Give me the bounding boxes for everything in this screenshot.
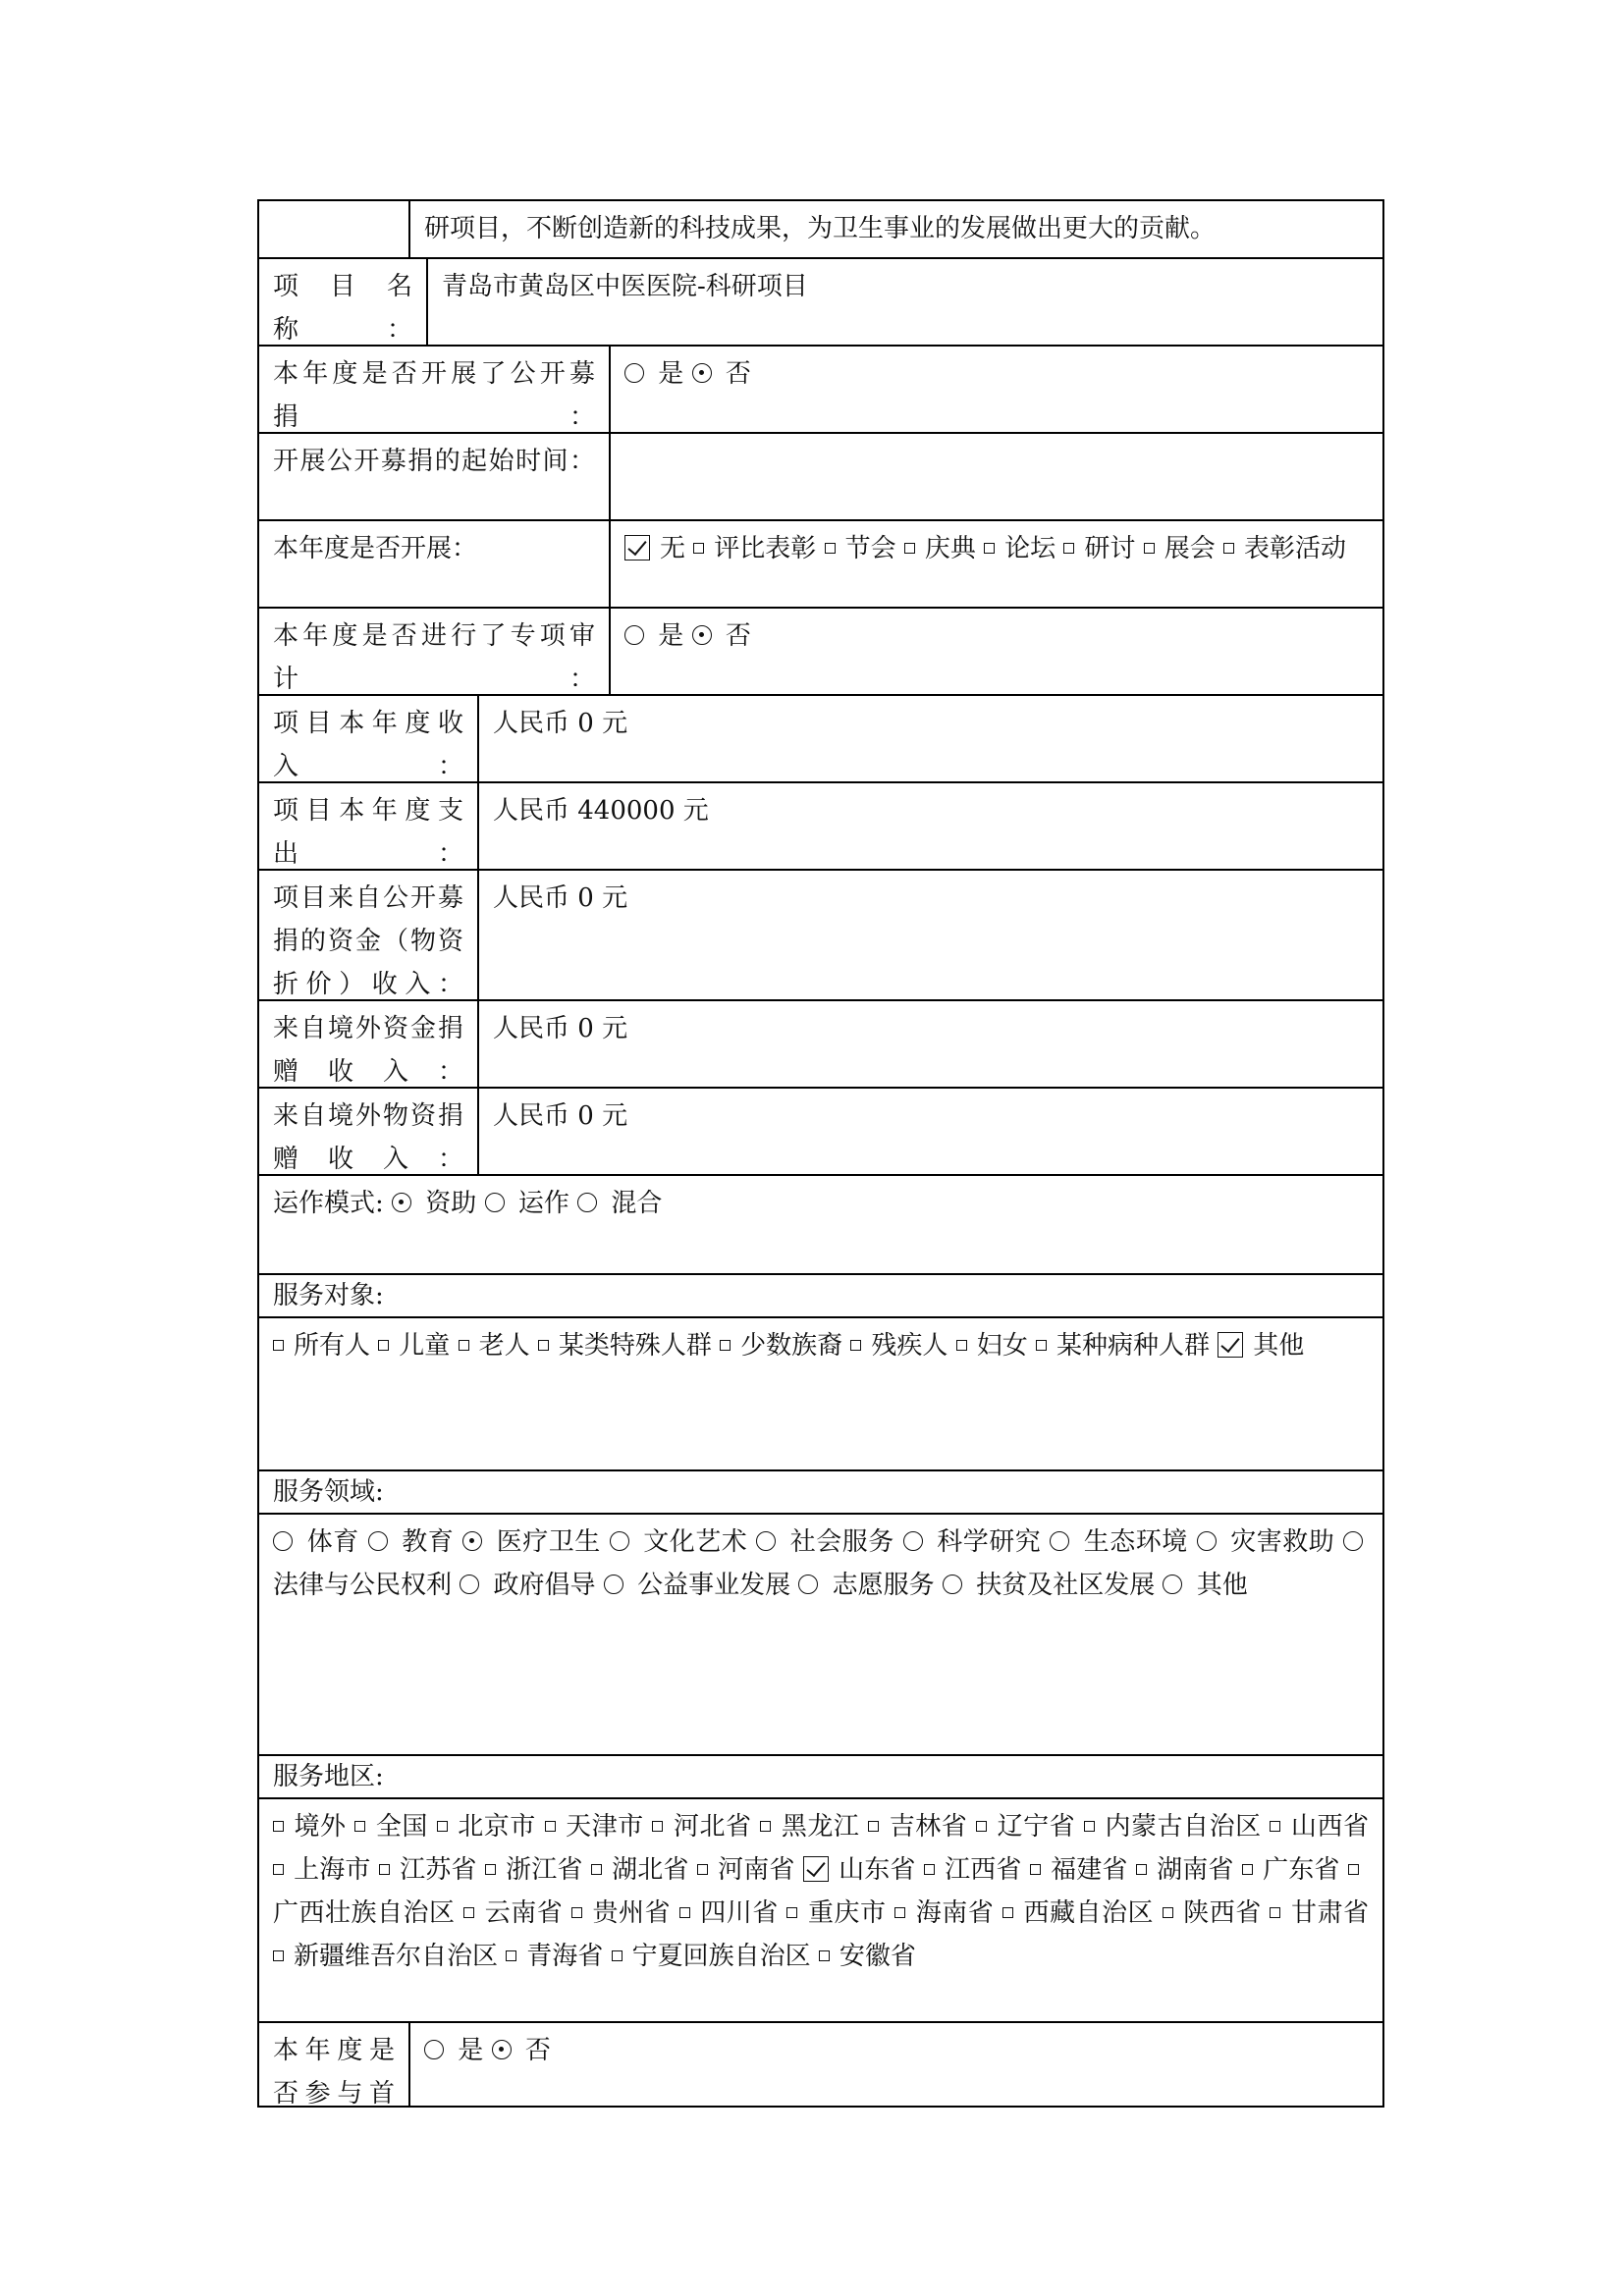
row-annual-income	[259, 696, 1382, 783]
checkbox-option-label: 全国	[375, 1812, 428, 1842]
checkbox-option-label: 其他	[1253, 1331, 1305, 1361]
radio-empty-icon[interactable]	[460, 1575, 479, 1594]
checkbox-option-label: 上海市	[294, 1855, 371, 1885]
checkbox-option[interactable]	[976, 1812, 1075, 1842]
checkbox-option-label: 北京市	[457, 1812, 536, 1842]
participation-label: 本年度是否参与首	[273, 2036, 395, 2109]
checkbox-option-label: 吉林省	[889, 1812, 968, 1842]
radio-option-label: 否	[524, 2036, 551, 2065]
radio-empty-icon[interactable]	[610, 1531, 629, 1551]
row-service-field-options	[259, 1515, 1382, 1756]
row-special-audit	[259, 609, 1382, 696]
checkbox-option[interactable]	[894, 1898, 994, 1928]
annual-expense-value: 人民币 440000 元	[477, 783, 1382, 869]
participation-options	[408, 2023, 1382, 2108]
checkbox-option-label: 辽宁省	[997, 1812, 1076, 1842]
checkbox-option-label: 残疾人	[871, 1331, 948, 1361]
checkbox-option[interactable]	[1002, 1898, 1154, 1928]
row-project-name	[259, 259, 1382, 347]
special-audit-options	[609, 609, 1382, 694]
checkbox-option-label: 云南省	[484, 1898, 564, 1928]
radio-empty-icon[interactable]	[943, 1575, 962, 1594]
checkbox-option[interactable]	[538, 1331, 712, 1361]
row-activities	[259, 521, 1382, 609]
checkbox-option-label: 河南省	[718, 1855, 795, 1885]
service-target-options	[259, 1318, 1382, 1469]
checkbox-option-label: 湖南省	[1157, 1855, 1234, 1885]
radio-option[interactable]	[756, 1527, 894, 1557]
service-field-options	[259, 1515, 1382, 1754]
checkbox-option[interactable]	[1163, 1898, 1262, 1928]
checkbox-option[interactable]	[1242, 1855, 1340, 1885]
checkbox-option-label: 展会	[1164, 534, 1216, 563]
radio-option-label: 志愿服务	[832, 1571, 935, 1600]
checkbox-option-label: 江西省	[945, 1855, 1022, 1885]
checkbox-option[interactable]	[485, 1855, 583, 1885]
checkbox-option[interactable]	[1144, 534, 1216, 563]
checkbox-option-label: 某类特殊人群	[558, 1331, 712, 1361]
row-service-target-header	[259, 1275, 1382, 1318]
radio-option[interactable]	[943, 1571, 1155, 1600]
radio-option-label: 扶贫及社区发展	[976, 1571, 1156, 1600]
checkbox-empty-icon[interactable]	[1084, 1821, 1095, 1832]
row-service-region-header	[259, 1756, 1382, 1799]
radio-option[interactable]	[692, 621, 751, 651]
checkbox-option[interactable]	[273, 1331, 370, 1361]
checkbox-option[interactable]	[904, 534, 976, 563]
radio-option-label: 否	[725, 621, 751, 651]
service-region-header: 服务地区:	[273, 1762, 384, 1791]
operation-mode-options	[392, 1189, 662, 1218]
cell-empty	[259, 201, 408, 257]
checkbox-empty-icon[interactable]	[485, 1864, 496, 1875]
checkbox-empty-icon[interactable]	[591, 1864, 602, 1875]
service-region-options	[259, 1799, 1382, 2021]
checkbox-option-label: 广西壮族自治区	[273, 1898, 456, 1928]
radio-option-label: 是	[658, 359, 684, 389]
checkbox-empty-icon[interactable]	[506, 1950, 516, 1961]
checkbox-option[interactable]	[1270, 1898, 1368, 1928]
checkbox-empty-icon[interactable]	[378, 1340, 389, 1351]
checkbox-empty-icon[interactable]	[1270, 1821, 1280, 1832]
checkbox-empty-icon[interactable]	[1030, 1864, 1041, 1875]
radio-selected-icon[interactable]	[692, 625, 712, 645]
service-target-header: 服务对象:	[273, 1281, 384, 1310]
service-field-header: 服务领域:	[273, 1477, 384, 1507]
checkbox-empty-icon[interactable]	[1223, 543, 1234, 554]
row-public-fund-income	[259, 871, 1382, 1001]
checkbox-option-label: 天津市	[565, 1812, 644, 1842]
checkbox-option-label: 广东省	[1263, 1855, 1340, 1885]
overseas-goods-value: 人民币 0 元	[477, 1089, 1382, 1174]
annual-income-value: 人民币 0 元	[477, 696, 1382, 781]
radio-option-label: 生态环境	[1083, 1527, 1188, 1557]
row-participation	[259, 2023, 1382, 2108]
checkbox-option[interactable]	[1084, 1812, 1262, 1842]
checkbox-empty-icon[interactable]	[538, 1340, 549, 1351]
checkbox-empty-icon[interactable]	[354, 1821, 365, 1832]
radio-option[interactable]	[610, 1527, 748, 1557]
radio-option-label: 教育	[402, 1527, 455, 1557]
checkbox-option[interactable]	[1270, 1812, 1369, 1842]
radio-empty-icon[interactable]	[577, 1193, 597, 1212]
row-operation-mode	[259, 1176, 1382, 1275]
radio-selected-icon[interactable]	[392, 1193, 411, 1212]
checkbox-option-label: 论坛	[1004, 534, 1056, 563]
radio-option-label: 公益事业发展	[637, 1571, 791, 1600]
row-intro	[259, 201, 1382, 259]
checkbox-option[interactable]	[273, 1812, 347, 1842]
row-overseas-goods	[259, 1089, 1382, 1176]
checkbox-empty-icon[interactable]	[1163, 1907, 1173, 1918]
row-service-region-options	[259, 1799, 1382, 2023]
checkbox-empty-icon[interactable]	[273, 1821, 284, 1832]
checkbox-empty-icon[interactable]	[545, 1821, 556, 1832]
radio-option[interactable]	[424, 2036, 483, 2065]
project-name-value: 青岛市黄岛区中医医院-科研项目	[426, 259, 1382, 345]
radio-option-label: 社会服务	[789, 1527, 894, 1557]
overseas-cash-value: 人民币 0 元	[477, 1001, 1382, 1087]
radio-empty-icon[interactable]	[368, 1531, 388, 1551]
radio-empty-icon[interactable]	[1163, 1575, 1182, 1594]
radio-option-label: 政府倡导	[493, 1571, 596, 1600]
checkbox-option-label: 研讨	[1084, 534, 1136, 563]
checkbox-option-label: 妇女	[976, 1331, 1028, 1361]
checkbox-option[interactable]	[379, 1855, 477, 1885]
checkbox-option-label: 新疆维吾尔自治区	[294, 1942, 499, 1971]
radio-empty-icon[interactable]	[756, 1531, 776, 1551]
checkbox-empty-icon[interactable]	[720, 1340, 731, 1351]
checkbox-empty-icon[interactable]	[956, 1340, 967, 1351]
radio-option[interactable]	[624, 621, 683, 651]
radio-option[interactable]	[492, 2036, 551, 2065]
public-fundraising-options	[609, 347, 1382, 432]
radio-option[interactable]	[1197, 1527, 1335, 1557]
checkbox-option[interactable]	[459, 1331, 530, 1361]
checkbox-empty-icon[interactable]	[273, 1340, 284, 1351]
radio-empty-icon[interactable]	[604, 1575, 623, 1594]
radio-empty-icon[interactable]	[798, 1575, 818, 1594]
checkbox-option[interactable]	[378, 1331, 450, 1361]
checkbox-option-label: 评比表彰	[714, 534, 817, 563]
radio-option-label: 资助	[425, 1189, 477, 1218]
radio-empty-icon[interactable]	[1197, 1531, 1217, 1551]
checkbox-option-label: 江苏省	[400, 1855, 477, 1885]
radio-option-label: 体育	[306, 1527, 359, 1557]
public-fundraising-label: 本年度是否开展了公开募捐：	[273, 359, 595, 432]
checkbox-option-label: 无	[660, 534, 686, 563]
checkbox-option[interactable]	[679, 1898, 779, 1928]
checkbox-option[interactable]	[652, 1812, 751, 1842]
checkbox-empty-icon[interactable]	[924, 1864, 935, 1875]
checkbox-empty-icon[interactable]	[984, 543, 995, 554]
checkbox-option[interactable]	[720, 1331, 842, 1361]
checkbox-option-label: 陕西省	[1182, 1898, 1262, 1928]
activities-label: 本年度是否开展：	[273, 534, 478, 563]
radio-option-label: 是	[658, 621, 684, 651]
checkbox-option[interactable]	[924, 1855, 1022, 1885]
checkbox-option-label: 甘肃省	[1290, 1898, 1369, 1928]
checkbox-option[interactable]	[819, 1942, 916, 1971]
operation-mode-label: 运作模式:	[273, 1189, 384, 1218]
checkbox-option[interactable]	[850, 1331, 947, 1361]
checkbox-option-label: 某种病种人群	[1056, 1331, 1210, 1361]
checkbox-option[interactable]	[463, 1898, 563, 1928]
checkbox-option-label: 河北省	[673, 1812, 752, 1842]
checkbox-option-label: 西藏自治区	[1022, 1898, 1154, 1928]
checkbox-empty-icon[interactable]	[1002, 1907, 1013, 1918]
checkbox-option-label: 海南省	[915, 1898, 995, 1928]
checkbox-empty-icon[interactable]	[679, 1907, 690, 1918]
checkbox-option[interactable]	[273, 1942, 498, 1971]
checkbox-option[interactable]	[956, 1331, 1028, 1361]
checkbox-empty-icon[interactable]	[1136, 1864, 1147, 1875]
checkbox-option[interactable]	[984, 534, 1056, 563]
radio-selected-icon[interactable]	[462, 1531, 482, 1551]
radio-option[interactable]	[798, 1571, 934, 1600]
radio-option[interactable]	[903, 1527, 1042, 1557]
checkbox-option[interactable]	[1063, 534, 1135, 563]
checkbox-empty-icon[interactable]	[463, 1907, 474, 1918]
checkbox-empty-icon[interactable]	[825, 543, 836, 554]
fundraising-start-label: 开展公开募捐的起始时间：	[273, 447, 595, 476]
special-audit-label: 本年度是否进行了专项审计：	[273, 621, 595, 694]
checkbox-option-label: 安徽省	[839, 1942, 916, 1971]
radio-option-label: 文化艺术	[643, 1527, 748, 1557]
checkbox-option-label: 内蒙古自治区	[1104, 1812, 1262, 1842]
checkbox-option-label: 四川省	[699, 1898, 779, 1928]
annual-income-label: 项目本年度收入：	[273, 709, 463, 781]
checkbox-option[interactable]	[273, 1855, 371, 1885]
radio-option[interactable]	[577, 1189, 662, 1218]
radio-option[interactable]	[485, 1189, 569, 1218]
checkbox-option-label: 儿童	[399, 1331, 451, 1361]
checkbox-option-label: 重庆市	[807, 1898, 887, 1928]
checkbox-option-label: 宁夏回族自治区	[631, 1942, 811, 1971]
checkbox-checked-icon[interactable]	[624, 535, 650, 561]
checkbox-option-label: 山东省	[839, 1855, 916, 1885]
row-annual-expense	[259, 783, 1382, 871]
radio-option[interactable]	[273, 1527, 359, 1557]
activities-options	[609, 521, 1382, 607]
checkbox-empty-icon[interactable]	[1242, 1864, 1253, 1875]
row-public-fundraising	[259, 347, 1382, 434]
radio-empty-icon[interactable]	[424, 2040, 444, 2059]
checkbox-option-label: 山西省	[1290, 1812, 1369, 1842]
checkbox-option[interactable]	[760, 1812, 859, 1842]
public-fund-income-value: 人民币 0 元	[477, 871, 1382, 999]
radio-empty-icon[interactable]	[485, 1193, 505, 1212]
checkbox-option-label: 表彰活动	[1243, 534, 1346, 563]
checkbox-option[interactable]	[1030, 1855, 1128, 1885]
radio-selected-icon[interactable]	[692, 363, 712, 383]
checkbox-empty-icon[interactable]	[976, 1821, 987, 1832]
checkbox-option[interactable]	[1218, 1331, 1304, 1361]
radio-option[interactable]	[1163, 1571, 1247, 1600]
checkbox-empty-icon[interactable]	[1348, 1864, 1359, 1875]
row-fundraising-start	[259, 434, 1382, 521]
checkbox-option-label: 老人	[478, 1331, 530, 1361]
checkbox-option-label: 黑龙江	[781, 1812, 860, 1842]
checkbox-option[interactable]	[545, 1812, 644, 1842]
checkbox-option[interactable]	[354, 1812, 428, 1842]
checkbox-option[interactable]	[571, 1898, 671, 1928]
radio-empty-icon[interactable]	[273, 1531, 293, 1551]
checkbox-option-label: 节会	[844, 534, 896, 563]
radio-option[interactable]	[604, 1571, 790, 1600]
checkbox-empty-icon[interactable]	[459, 1340, 469, 1351]
checkbox-empty-icon[interactable]	[760, 1821, 771, 1832]
checkbox-option-label: 贵州省	[591, 1898, 671, 1928]
checkbox-option[interactable]	[624, 534, 685, 563]
radio-option[interactable]	[460, 1571, 595, 1600]
checkbox-checked-icon[interactable]	[803, 1856, 829, 1882]
checkbox-empty-icon[interactable]	[894, 1907, 905, 1918]
checkbox-option-label: 庆典	[924, 534, 976, 563]
radio-option-label: 是	[458, 2036, 484, 2065]
radio-option[interactable]	[692, 359, 751, 389]
checkbox-option[interactable]	[803, 1855, 916, 1885]
fundraising-start-value[interactable]	[609, 434, 1382, 519]
radio-option-label: 否	[725, 359, 751, 389]
checkbox-empty-icon[interactable]	[1144, 543, 1155, 554]
checkbox-option[interactable]	[591, 1855, 689, 1885]
checkbox-option[interactable]	[1223, 534, 1346, 563]
operation-mode	[259, 1176, 1382, 1273]
checkbox-empty-icon[interactable]	[273, 1864, 284, 1875]
radio-option[interactable]	[392, 1189, 476, 1218]
checkbox-option[interactable]	[868, 1812, 967, 1842]
radio-option-label: 其他	[1196, 1571, 1248, 1600]
checkbox-empty-icon[interactable]	[819, 1950, 830, 1961]
checkbox-option[interactable]	[825, 534, 896, 563]
checkbox-empty-icon[interactable]	[850, 1340, 861, 1351]
checkbox-empty-icon[interactable]	[437, 1821, 448, 1832]
radio-option-label: 运作	[517, 1189, 569, 1218]
row-service-field-header	[259, 1471, 1382, 1515]
radio-option[interactable]	[462, 1527, 601, 1557]
checkbox-empty-icon[interactable]	[904, 543, 915, 554]
checkbox-empty-icon[interactable]	[868, 1821, 879, 1832]
checkbox-empty-icon[interactable]	[1036, 1340, 1047, 1351]
checkbox-option-label: 青海省	[526, 1942, 604, 1971]
radio-empty-icon[interactable]	[624, 625, 644, 645]
checkbox-option[interactable]	[612, 1942, 811, 1971]
checkbox-option-label: 湖北省	[612, 1855, 689, 1885]
radio-option[interactable]	[624, 359, 683, 389]
report-table	[257, 199, 1384, 2108]
checkbox-option[interactable]	[697, 1855, 795, 1885]
overseas-goods-label: 来自境外物资捐赠收入：	[273, 1101, 463, 1174]
checkbox-option-label: 所有人	[294, 1331, 371, 1361]
checkbox-empty-icon[interactable]	[1270, 1907, 1280, 1918]
radio-option-label: 灾害救助	[1230, 1527, 1335, 1557]
row-service-target-options	[259, 1318, 1382, 1471]
checkbox-option[interactable]	[786, 1898, 886, 1928]
checkbox-empty-icon[interactable]	[571, 1907, 582, 1918]
checkbox-option[interactable]	[1136, 1855, 1234, 1885]
radio-option-label: 科学研究	[937, 1527, 1042, 1557]
checkbox-checked-icon[interactable]	[1218, 1332, 1243, 1358]
public-fund-income-label: 项目来自公开募捐的资金（物资折价）收入：	[273, 883, 463, 999]
radio-selected-icon[interactable]	[492, 2040, 512, 2059]
radio-option-label: 法律与公民权利	[273, 1571, 453, 1600]
intro-text: 研项目，不断创造新的科技成果，为卫生事业的发展做出更大的贡献。	[408, 201, 1382, 257]
checkbox-empty-icon[interactable]	[786, 1907, 797, 1918]
checkbox-empty-icon[interactable]	[693, 543, 704, 554]
checkbox-option-label: 浙江省	[506, 1855, 583, 1885]
project-name-label: 项 目 名 称 ：	[273, 272, 439, 345]
overseas-cash-label: 来自境外资金捐赠收入：	[273, 1014, 463, 1087]
radio-empty-icon[interactable]	[1343, 1531, 1363, 1551]
checkbox-empty-icon[interactable]	[1063, 543, 1074, 554]
checkbox-empty-icon[interactable]	[612, 1950, 623, 1961]
radio-option-label: 医疗卫生	[496, 1527, 601, 1557]
checkbox-option[interactable]	[1036, 1331, 1210, 1361]
radio-empty-icon[interactable]	[624, 363, 644, 383]
checkbox-empty-icon[interactable]	[652, 1821, 663, 1832]
checkbox-option-label: 福建省	[1051, 1855, 1128, 1885]
checkbox-option[interactable]	[693, 534, 816, 563]
radio-option[interactable]	[1050, 1527, 1188, 1557]
annual-expense-label: 项目本年度支出：	[273, 796, 463, 869]
checkbox-option-label: 少数族裔	[740, 1331, 843, 1361]
radio-empty-icon[interactable]	[903, 1531, 923, 1551]
checkbox-empty-icon[interactable]	[379, 1864, 390, 1875]
checkbox-empty-icon[interactable]	[697, 1864, 708, 1875]
checkbox-empty-icon[interactable]	[273, 1950, 284, 1961]
checkbox-option[interactable]	[437, 1812, 536, 1842]
checkbox-option[interactable]	[506, 1942, 603, 1971]
radio-empty-icon[interactable]	[1050, 1531, 1069, 1551]
row-overseas-cash	[259, 1001, 1382, 1089]
radio-option[interactable]	[368, 1527, 455, 1557]
checkbox-option-label: 境外	[294, 1812, 347, 1842]
radio-option-label: 混合	[611, 1189, 663, 1218]
